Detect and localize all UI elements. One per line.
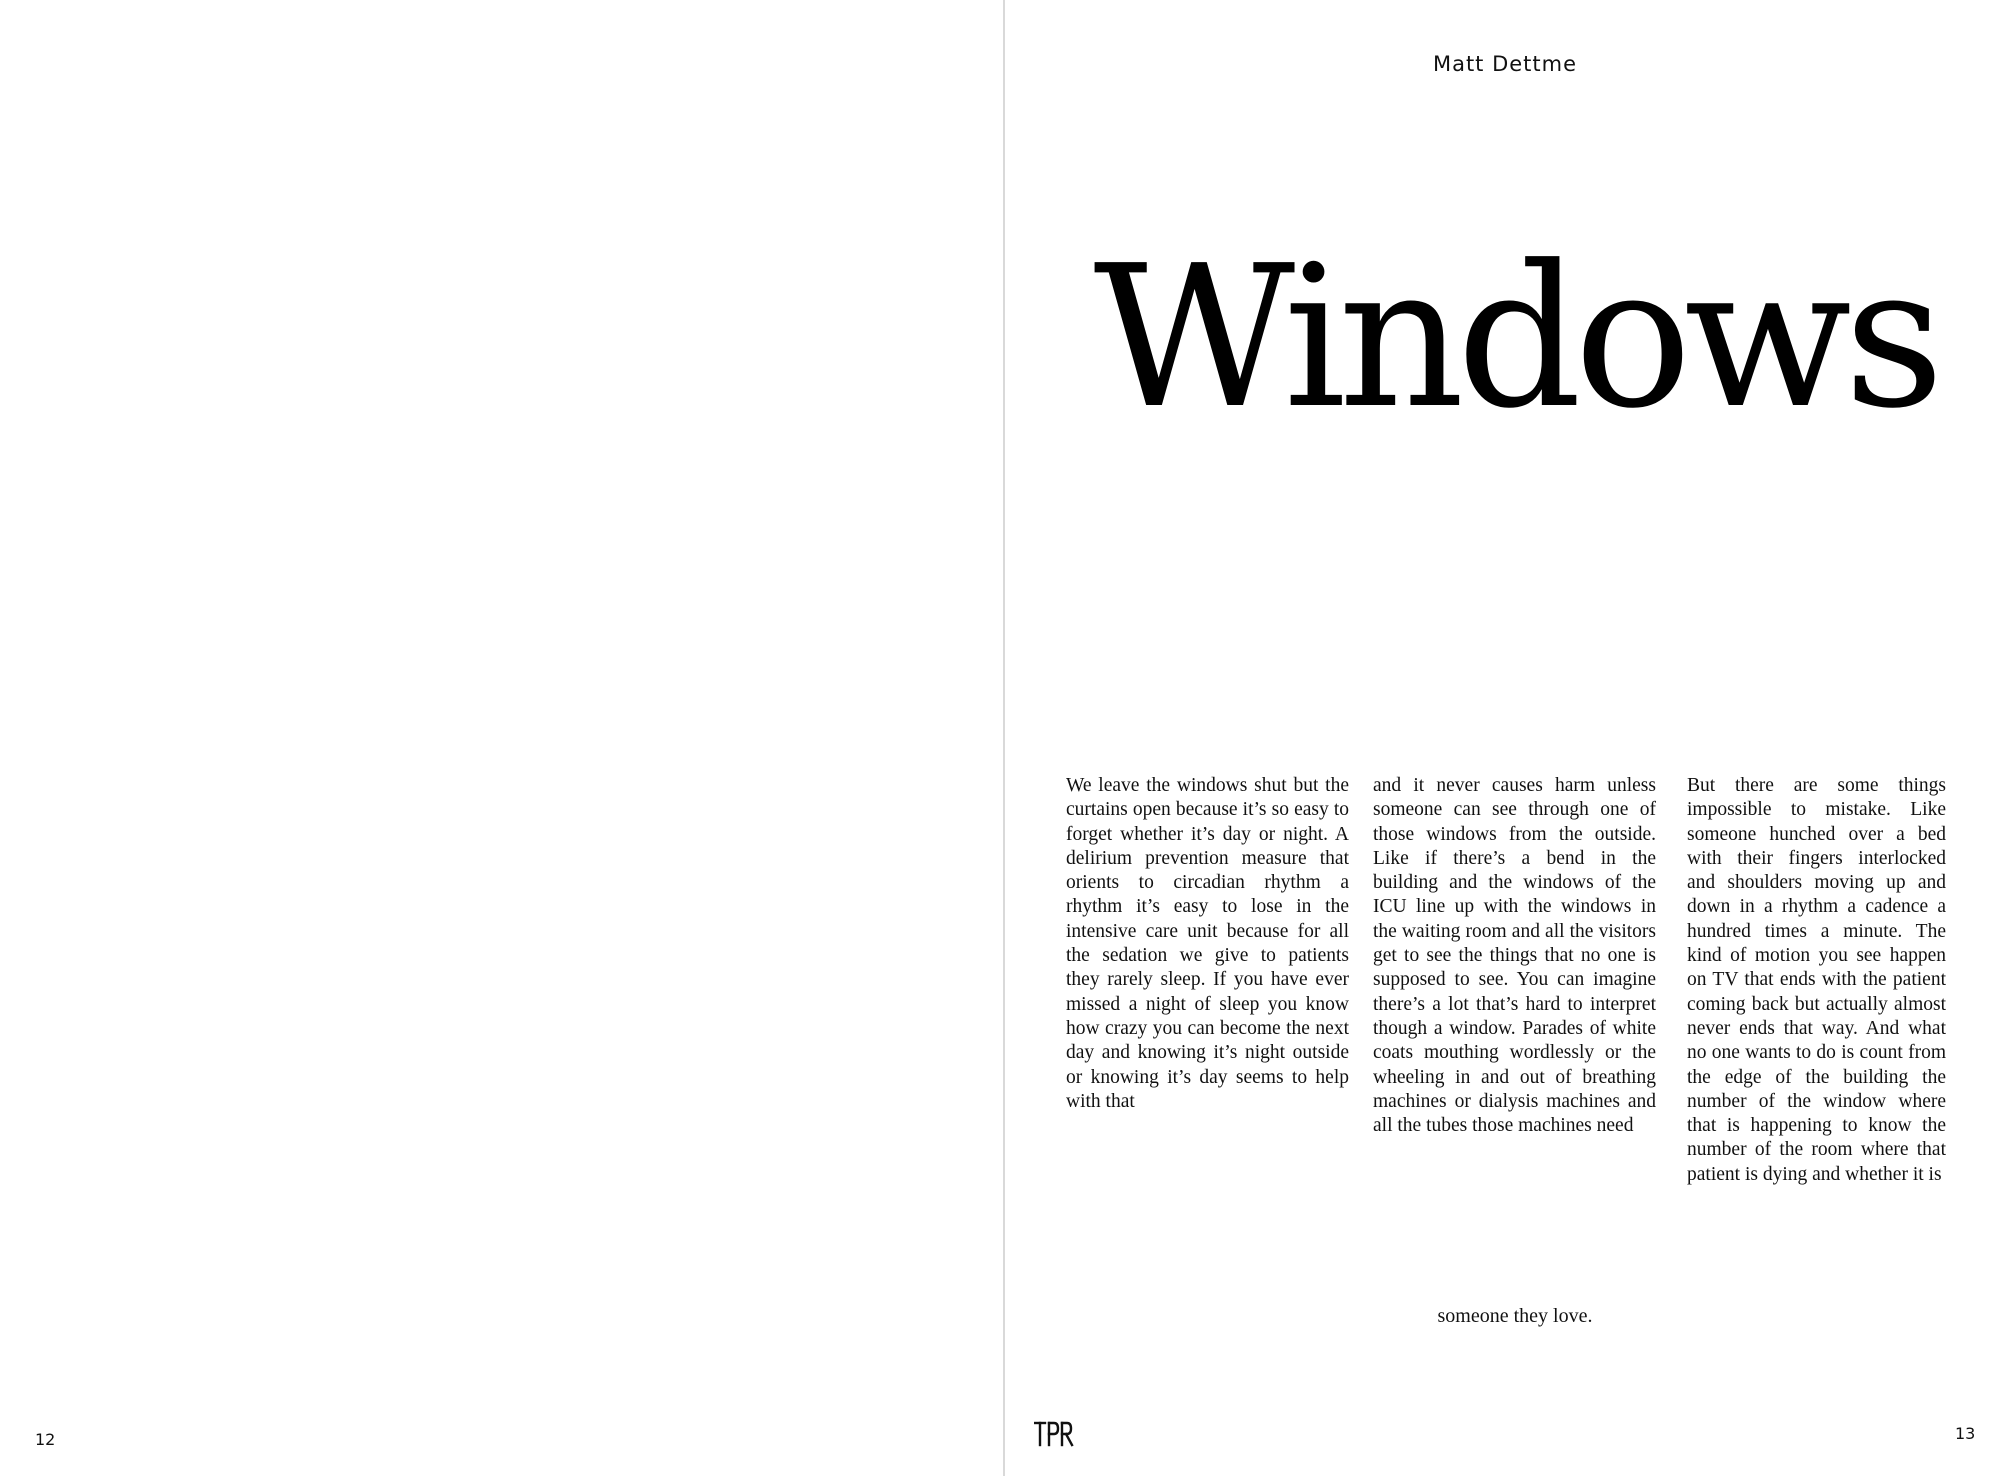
tpr-logo-icon	[1034, 1420, 1074, 1448]
author-name: Matt Dettme	[1432, 52, 1578, 76]
right-page	[1005, 0, 2008, 1476]
page-number-left: 12	[35, 1430, 56, 1449]
page-number-right: 13	[1955, 1424, 1976, 1443]
body-column-3: But there are some things impossible to mistake. Like someone hunched over a bed with their fingers interlocked and shoulders moving up and down in a rhythm a cadence a hundred times a minute. The kind of motion you see happen on TV that ends with the patient coming back but actually almost never ends that way. And what no one wants to do is count from the edge of the building the number of the window where that is happening to know the number of the room where that patient is dying and whether it is	[1687, 775, 1946, 1185]
body-column-2: and it never causes harm unless someone can see through one of those windows from the outside. Like if there’s a bend in the building and the windows of the ICU line up with the windows in the waiting room and all the visitors get to see the things that no one is supposed to see. You can imagine there’s a lot that’s hard to interpret though a window. Parades of white coats mouthing wordlessly or the wheeling in and out of breathing machines or dialysis machines and all the tubes those machines need	[1373, 775, 1656, 1137]
body-column-1: We leave the windows shut but the curtains open because it’s so easy to forget whether it’s day or night. A delirium prevention measure that orients to circadian rhythm a rhythm it’s easy to lose in the intensive care unit because for all the sedation we give to patients they rarely sleep. If you have ever missed a night of sleep you know how crazy you can become the next day and knowing it’s night outside or knowing it’s day seems to help with that	[1066, 775, 1349, 1112]
closing-line: someone they love.	[1437, 1305, 1593, 1327]
article-title: Windows	[1093, 224, 1937, 452]
